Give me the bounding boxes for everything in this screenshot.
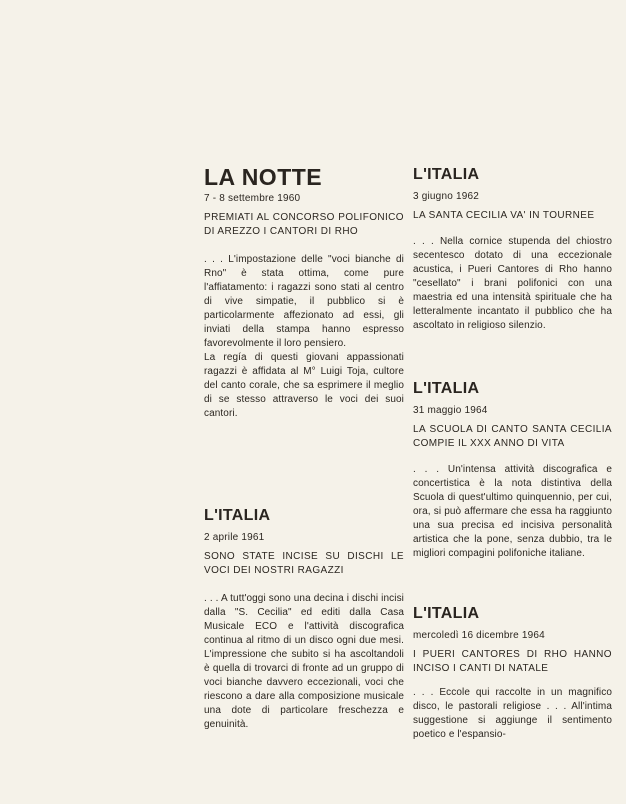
article-paragraph: . . . L'impostazione delle "voci bianche di Rno" è stata ottima, come pure l'affiatamento: i ragazzi sono stati al centro di vive simpatie, il pubblico si è particolarmente affezionato ad essi, gli inviati della stampa hanno espresso favorevolmente il loro pensiero. [204, 254, 404, 349]
article-la-notte [204, 166, 404, 421]
article-title: LA SCUOLA DI CANTO SANTA CECILIA COMPIE IL XXX ANNO DI VITA [413, 424, 612, 449]
article-headline: L'ITALIA [413, 166, 480, 183]
article-title: SONO STATE INCISE SU DISCHI LE VOCI DEI NOSTRI RAGAZZI [204, 551, 404, 576]
article-italia-1964-may [413, 381, 612, 561]
article-date: 7 - 8 settembre 1960 [204, 193, 301, 204]
article-date: 31 maggio 1964 [413, 405, 488, 416]
article-body [413, 235, 612, 333]
article-paragraph: La regía di questi giovani appassionati ragazzi è affidata al M° Luigi Toja, cultore del canto corale, che sa esprimere il meglio di se stesso attraverso le voci dei suoi cantori. [204, 352, 404, 419]
article-body [204, 592, 404, 732]
article-body [204, 253, 404, 421]
article-italia-1964-dec [413, 606, 612, 742]
article-headline: L'ITALIA [413, 605, 480, 622]
article-title: LA SANTA CECILIA VA' IN TOURNEE [413, 210, 595, 221]
article-paragraph: . . . A tutt'oggi sono una decina i dischi incisi dalla "S. Cecilia" ed editi dalla Casa Musicale ECO e l'attività discografica continua al ritmo di un disco ogni due mesi. L'impressione che subito si ha ascoltandoli è quella di trovarci di fronte ad un gruppo di voci bianche davvero eccezionali, voci che riescono a dare alla composizione musicale una dote di particolare freschezza e genuinità. [204, 593, 404, 730]
article-paragraph: . . . Eccole qui raccolte in un magnifico disco, le pastorali religiose . . . All'intima suggestione si aggiunge il sentimento poetico e l'espansio- [413, 687, 612, 740]
article-date: mercoledì 16 dicembre 1964 [413, 630, 545, 641]
article-paragraph: . . . Un'intensa attività discografica e concertistica è la nota distintiva della Scuola di quest'ultimo quinquennio, per cui, ora, si può affermare che essa ha raggiunto una sua precisa ed incisiva personalità artistica che la pone, senza dubbio, tra le migliori compagini polifoniche italiane. [413, 464, 612, 559]
article-headline: LA NOTTE [204, 164, 323, 190]
article-title: PREMIATI AL CONCORSO POLIFONICO DI AREZZO I CANTORI DI RHO [204, 212, 404, 237]
article-paragraph: . . . Nella cornice stupenda del chiostro secentesco dotato di una eccezionale acustica, i Pueri Cantores di Rho hanno "cesellato" i brani polifonici con una maestria ed una intensità spirituale che ha letteralmente incantato il pubblico che ha ascoltato in religioso silenzio. [413, 236, 612, 331]
article-body [413, 686, 612, 742]
article-italia-1961 [204, 508, 404, 732]
article-body [413, 463, 612, 561]
article-title: I PUERI CANTORES DI RHO HANNO INCISO I CANTI DI NATALE [413, 649, 612, 674]
article-headline: L'ITALIA [413, 380, 480, 397]
article-date: 3 giugno 1962 [413, 191, 479, 202]
article-italia-1962 [413, 167, 612, 333]
article-date: 2 aprile 1961 [204, 532, 265, 543]
article-headline: L'ITALIA [204, 507, 271, 524]
